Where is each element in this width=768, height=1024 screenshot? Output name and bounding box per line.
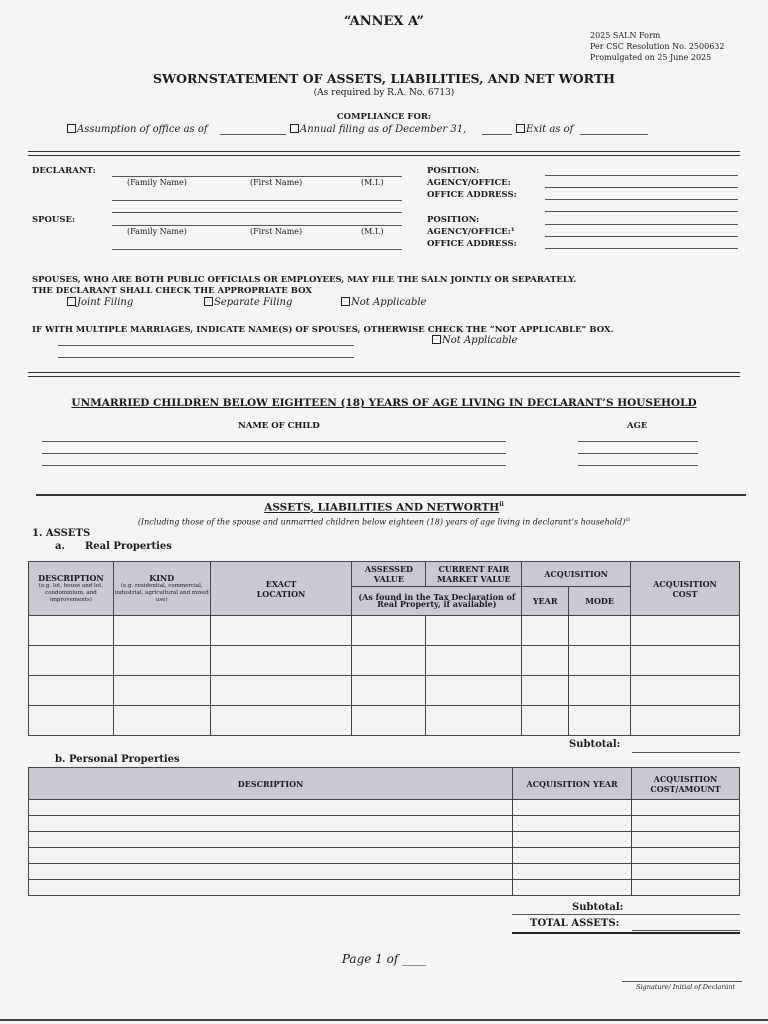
child-age-field[interactable]	[578, 465, 698, 466]
checkbox-box[interactable]	[432, 335, 441, 344]
table-row[interactable]	[29, 880, 740, 896]
checkbox-exit[interactable]	[516, 124, 573, 135]
col-acquisition-cost: ACQUISITION COST	[630, 562, 739, 616]
checkbox-joint-filing[interactable]	[67, 297, 133, 308]
children-title: UNMARRIED CHILDREN BELOW EIGHTEEN (18) YEARS OF AGE LIVING IN DECLARANT’S HOUSEHOLD	[71, 397, 697, 409]
checkbox-box[interactable]	[290, 124, 299, 133]
name-part-caption: (Family Name)	[127, 178, 187, 187]
assets-section-note	[28, 517, 740, 527]
assets-section-title-text: ASSETS, LIABILITIES AND NETWORTH	[264, 501, 500, 514]
col-mode: MODE	[569, 587, 631, 616]
declarant-extra-field[interactable]	[112, 200, 402, 201]
name-part-caption: (M.I.)	[361, 227, 384, 236]
signature-field[interactable]	[622, 981, 742, 982]
assets-heading: 1. ASSETS	[32, 528, 91, 539]
assets-section-note-text: (Including those of the spouse and unmarried children below eighteen (18) years of age living in declarant’s household)	[137, 517, 626, 527]
checkbox-box[interactable]	[67, 124, 76, 133]
spouse-position-label: POSITION:	[427, 215, 480, 225]
spouse-extra-field[interactable]	[112, 249, 402, 250]
declarant-address-field[interactable]	[545, 211, 738, 212]
footnote-ref: ii	[499, 501, 504, 508]
page-title: SWORNSTATEMENT OF ASSETS, LIABILITIES, AND NET WORTH	[153, 71, 615, 86]
col-personal-cost: ACQUISITION COST/AMOUNT	[632, 768, 740, 800]
child-name-field[interactable]	[42, 453, 506, 454]
spouse-agency-label: AGENCY/OFFICE:¹	[427, 227, 515, 237]
page-subtitle: (As required by R.A. No. 6713)	[313, 88, 455, 98]
col-description-note: (e.g. lot, house and lot, condominium, and improvements)	[38, 583, 104, 603]
checkbox-label: Joint Filing	[77, 297, 134, 308]
col-description-title: DESCRIPTION	[38, 573, 104, 583]
personal-properties-table	[28, 767, 740, 896]
child-age-field[interactable]	[578, 441, 698, 442]
checkbox-label: Separate Filing	[214, 297, 293, 308]
spouse-names-field[interactable]	[58, 357, 354, 358]
col-location: EXACT LOCATION	[210, 562, 352, 616]
real-properties-heading: Real Properties	[85, 541, 172, 552]
table-row[interactable]	[29, 646, 740, 676]
name-part-caption: (Family Name)	[127, 227, 187, 236]
table-row[interactable]	[29, 706, 740, 736]
child-age-header: AGE	[627, 421, 648, 431]
real-subtotal-field[interactable]	[632, 752, 740, 753]
table-row[interactable]	[29, 848, 740, 864]
compliance-label: COMPLIANCE FOR:	[336, 112, 432, 122]
spouse-names-field[interactable]	[58, 345, 354, 346]
declarant-address-label: OFFICE ADDRESS:	[427, 190, 517, 200]
form-meta-line: Per CSC Resolution No. 2500632	[590, 42, 725, 51]
table-row[interactable]	[29, 800, 740, 816]
spouse-position-field[interactable]	[545, 224, 738, 225]
name-part-caption: (First Name)	[250, 178, 303, 187]
declarant-address-field[interactable]	[545, 199, 738, 200]
col-acquisition: ACQUISITION	[522, 562, 631, 587]
table-row[interactable]	[29, 832, 740, 848]
checkbox-annual[interactable]	[290, 124, 466, 135]
personal-subtotal-field[interactable]	[632, 914, 740, 915]
personal-subtotal-label: Subtotal:	[572, 902, 624, 913]
total-assets-label: TOTAL ASSETS:	[530, 918, 620, 929]
declarant-label: DECLARANT:	[32, 166, 96, 176]
col-kind-title: KIND	[149, 573, 175, 583]
col-description	[29, 562, 114, 616]
child-name-header: NAME OF CHILD	[238, 421, 320, 431]
form-meta-line: Promulgated on 25 June 2025	[590, 53, 712, 62]
spouse-agency-field[interactable]	[545, 236, 738, 237]
checkbox-assumption[interactable]	[67, 124, 208, 135]
filing-note: SPOUSES, WHO ARE BOTH PUBLIC OFFICIALS OR EMPLOYEES, MAY FILE THE SALN JOINTLY OR SEPARATELY.	[32, 275, 577, 285]
total-assets-field[interactable]	[632, 930, 740, 931]
child-name-field[interactable]	[42, 441, 506, 442]
child-age-field[interactable]	[578, 453, 698, 454]
table-row[interactable]	[29, 816, 740, 832]
col-personal-year: ACQUISITION YEAR	[513, 768, 632, 800]
name-part-caption: (M.I.)	[361, 178, 384, 187]
checkbox-box[interactable]	[341, 297, 350, 306]
checkbox-box[interactable]	[516, 124, 525, 133]
declarant-agency-label: AGENCY/OFFICE:	[427, 178, 511, 188]
form-meta	[590, 30, 724, 63]
declarant-position-label: POSITION:	[427, 166, 480, 176]
col-kind	[113, 562, 210, 616]
table-row[interactable]	[29, 616, 740, 646]
declarant-agency-field[interactable]	[545, 187, 738, 188]
col-year: YEAR	[522, 587, 569, 616]
footnote-ref: iii	[625, 517, 631, 523]
child-name-field[interactable]	[42, 465, 506, 466]
spouse-name-field[interactable]	[112, 225, 402, 226]
page-number: Page 1 of ____	[341, 952, 427, 966]
checkbox-label: Exit as of	[526, 124, 574, 135]
declarant-name-field[interactable]	[112, 176, 402, 177]
col-value-note: (As found in the Tax Declaration of Real Property, if available)	[352, 587, 522, 616]
personal-properties-heading: b. Personal Properties	[55, 754, 180, 765]
multiple-marriage-note: IF WITH MULTIPLE MARRIAGES, INDICATE NAME(S) OF SPOUSES, OTHERWISE CHECK THE “NOT APPLICABLE” BOX.	[32, 325, 614, 335]
checkbox-label: Assumption of office as of	[77, 124, 208, 135]
checkbox-separate-filing[interactable]	[204, 297, 292, 308]
checkbox-label: Not Applicable	[442, 335, 518, 346]
checkbox-multiple-not-applicable[interactable]	[432, 335, 517, 346]
checkbox-label: Not Applicable	[351, 297, 427, 308]
form-meta-line: 2025 SALN Form	[590, 31, 661, 40]
spouse-address-field[interactable]	[545, 248, 738, 249]
declarant-position-field[interactable]	[545, 175, 738, 176]
name-part-caption: (First Name)	[250, 227, 303, 236]
checkbox-not-applicable[interactable]	[341, 297, 426, 308]
spouse-address-label: OFFICE ADDRESS:	[427, 239, 517, 249]
spouse-label: SPOUSE:	[32, 215, 76, 225]
real-subtotal-label: Subtotal:	[569, 739, 621, 750]
real-properties-letter: a.	[55, 541, 65, 552]
checkbox-label: Annual filing as of December 31,	[300, 124, 467, 135]
filing-instruction: THE DECLARANT SHALL CHECK THE APPROPRIATE BOX	[32, 286, 312, 296]
declarant-extra-field[interactable]	[112, 212, 402, 213]
real-properties-table	[28, 561, 740, 736]
signature-caption: Signature/ Initial of Declarant	[636, 983, 736, 991]
assets-section-title	[228, 501, 540, 514]
table-row[interactable]	[29, 864, 740, 880]
checkbox-box[interactable]	[67, 297, 76, 306]
col-assessed: ASSESSED VALUE	[352, 562, 426, 587]
annex-label: “ANNEX A”	[343, 14, 425, 29]
col-fair-value: CURRENT FAIR MARKET VALUE	[426, 562, 522, 587]
checkbox-box[interactable]	[204, 297, 213, 306]
col-kind-note: (e.g. residential, commercial, industrial, agricultural and mixed use)	[114, 583, 209, 603]
col-personal-description: DESCRIPTION	[29, 768, 513, 800]
table-row[interactable]	[29, 676, 740, 706]
